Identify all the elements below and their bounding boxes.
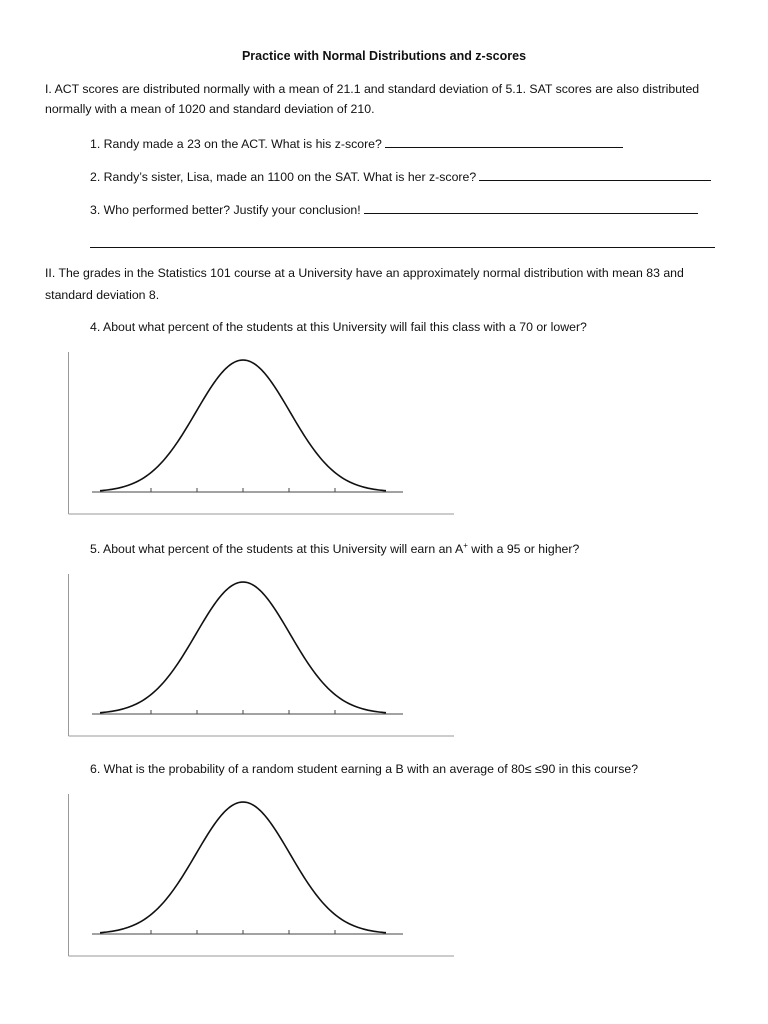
graph-1-curve <box>100 360 386 491</box>
graph-2-ticks <box>151 710 335 714</box>
question-5-superscript: + <box>463 541 468 550</box>
graph-1-svg <box>68 352 458 518</box>
worksheet-title: Practice with Normal Distributions and z-scores <box>241 49 527 63</box>
graph-1-ticks <box>151 488 335 492</box>
normal-curve-graph-3 <box>68 794 458 960</box>
question-5-text: 5. About what percent of the students at this University will earn an A <box>90 542 464 556</box>
normal-curve-graph-1 <box>68 352 458 518</box>
question-3-text: 3. Who performed better? Justify your conclusion! <box>90 203 361 217</box>
question-5-text-end: with a 95 or higher? <box>467 542 580 556</box>
question-2-text: 2. Randy’s sister, Lisa, made an 1100 on the SAT. What is her z-score? <box>90 170 477 184</box>
normal-curve-graph-2 <box>68 574 458 740</box>
section1-intro-line2: normally with a mean of 1020 and standard deviation of 210. <box>45 102 375 116</box>
section2-intro-line2: standard deviation 8. <box>45 288 160 302</box>
question-1 <box>90 135 623 152</box>
graph-2-svg <box>68 574 458 740</box>
question-1-text: 1. Randy made a 23 on the ACT. What is his z-score? <box>90 137 382 151</box>
question-4: 4. About what percent of the students at this University will fail this class with a 70 or lower? <box>90 320 587 334</box>
answer-blank-1[interactable] <box>385 135 623 148</box>
answer-blank-2[interactable] <box>479 168 711 181</box>
section1-intro-line1: I. ACT scores are distributed normally with a mean of 21.1 and standard deviation of 5.1. SAT scores are also distributed <box>45 82 700 96</box>
question-6: 6. What is the probability of a random student earning a B with an average of 80≤ ≤90 in this course? <box>90 762 639 776</box>
graph-2-curve <box>100 582 386 713</box>
graph-3-curve <box>100 802 386 933</box>
graph-3-ticks <box>151 930 335 934</box>
answer-blank-3[interactable] <box>364 201 698 214</box>
question-5 <box>90 541 579 559</box>
section2-intro-line1: II. The grades in the Statistics 101 course at a University have an approximately normal distribution with mean 83 and <box>45 266 684 280</box>
question-2 <box>90 168 711 185</box>
graph-3-svg <box>68 794 458 960</box>
answer-blank-3b[interactable] <box>90 235 715 248</box>
question-3-continuation <box>90 235 715 252</box>
question-3 <box>90 201 698 218</box>
